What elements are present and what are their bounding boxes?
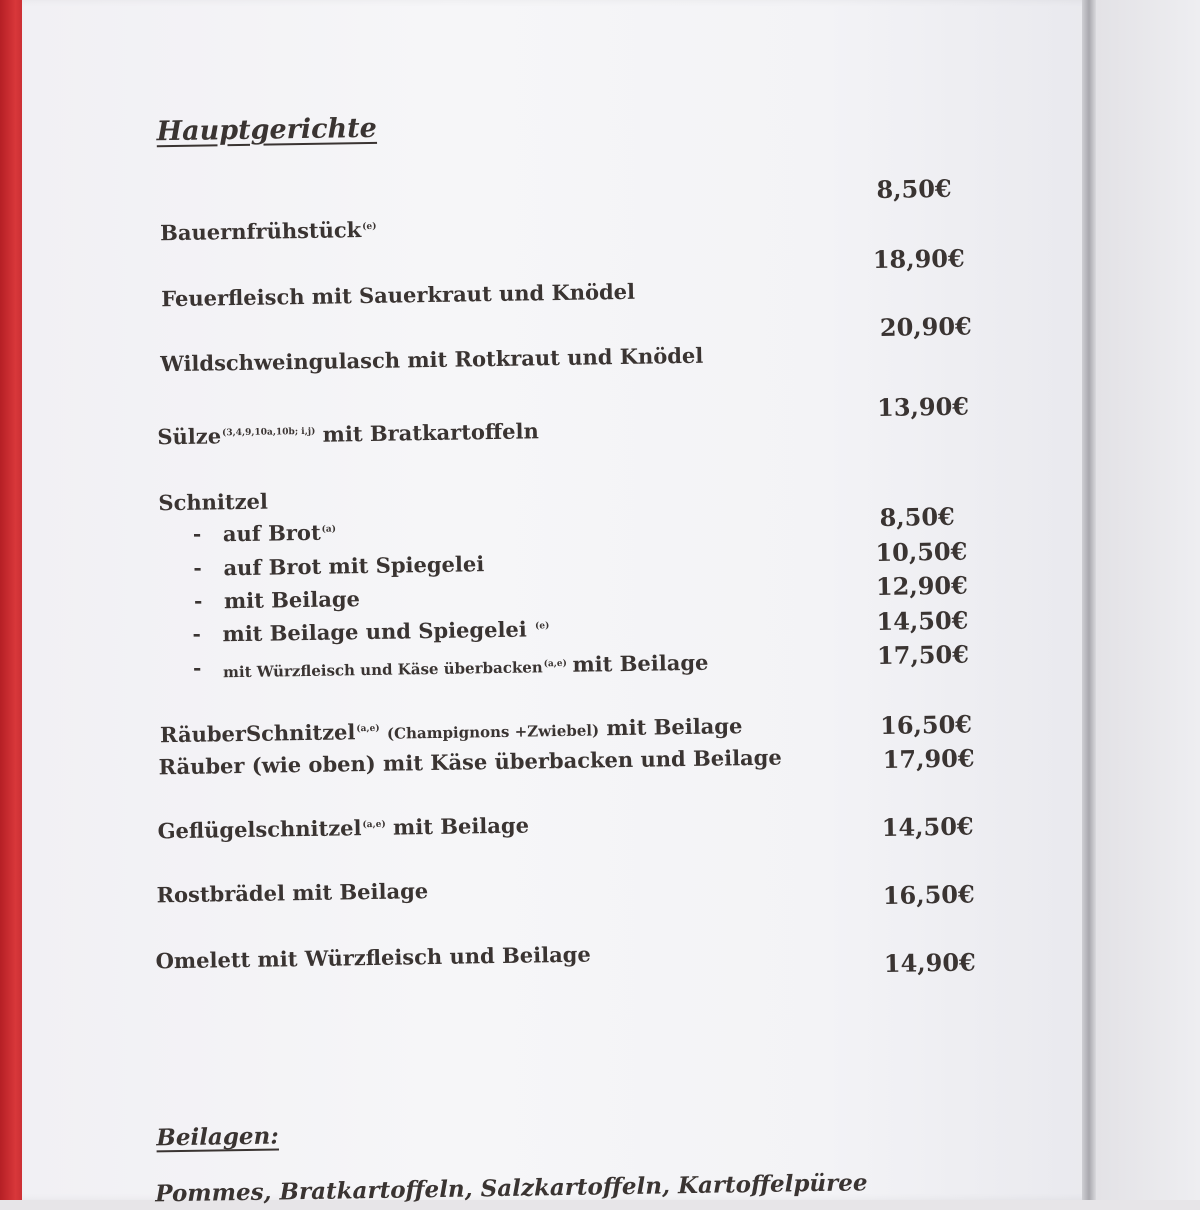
dish-name: Feuerfleisch mit Sauerkraut und Knödel (161, 278, 636, 312)
bullet: - (193, 555, 202, 580)
bullet: - (192, 621, 201, 646)
dish-name: Omelett mit Würzfleisch und Beilage (155, 941, 591, 974)
price: 14,90€ (883, 947, 976, 978)
dish-name: Sülze$^{(3,4,9,10a,10b; i,j)}$ mit Bratkartoffeln (157, 418, 539, 450)
price: 16,50€ (879, 709, 973, 740)
schnitzel-option: mit Beilage und Spiegelei $^{(e)}$ (222, 616, 550, 647)
dish-name: Räuber (wie oben) mit Käse überbacken und Beilage (158, 744, 782, 780)
schnitzel-option: mit Würzfleisch und Käse überbacken$^{(a,e)}$ mit Beilage (222, 649, 709, 682)
sides-list: Pommes, Bratkartoffeln, Salzkartoffeln, Kartoffelpüree (155, 1169, 868, 1208)
price: 17,50€ (876, 639, 970, 671)
dish-name: Wildschweingulasch mit Rotkraut und Knödel (160, 342, 704, 377)
schnitzel-option: auf Brot mit Spiegelei (223, 551, 485, 581)
price: 10,50€ (875, 536, 968, 568)
price: 16,50€ (882, 879, 975, 910)
bullet: - (192, 655, 202, 680)
price: 14,50€ (876, 605, 969, 637)
schnitzel-option: auf Brot$^{(a)}$ (222, 519, 337, 547)
price: 8,50€ (879, 501, 955, 532)
price: 13,90€ (876, 391, 970, 422)
bullet: - (193, 588, 203, 613)
dish-name: RäuberSchnitzel$^{(a,e)}$ (Champignons +Zwiebel) mit Beilage (159, 713, 743, 748)
schnitzel-option: mit Beilage (223, 586, 361, 614)
dish-name: Bauernfrühstück$^{(e)}$ (159, 217, 377, 246)
price: 12,90€ (875, 570, 969, 602)
section-heading: Hauptgerichte (156, 112, 378, 148)
price: 17,90€ (882, 743, 975, 774)
schnitzel-title: Schnitzel (158, 488, 269, 516)
sides-heading: Beilagen: (156, 1122, 279, 1152)
price: 14,50€ (881, 811, 974, 842)
dish-name: Rostbrädel mit Beilage (156, 878, 429, 908)
price: 20,90€ (879, 311, 972, 342)
price: 8,50€ (876, 173, 952, 204)
dish-name: Geflügelschnitzel$^{(a,e)}$ mit Beilage (157, 812, 530, 844)
bullet: - (192, 521, 202, 546)
price: 18,90€ (872, 243, 965, 275)
